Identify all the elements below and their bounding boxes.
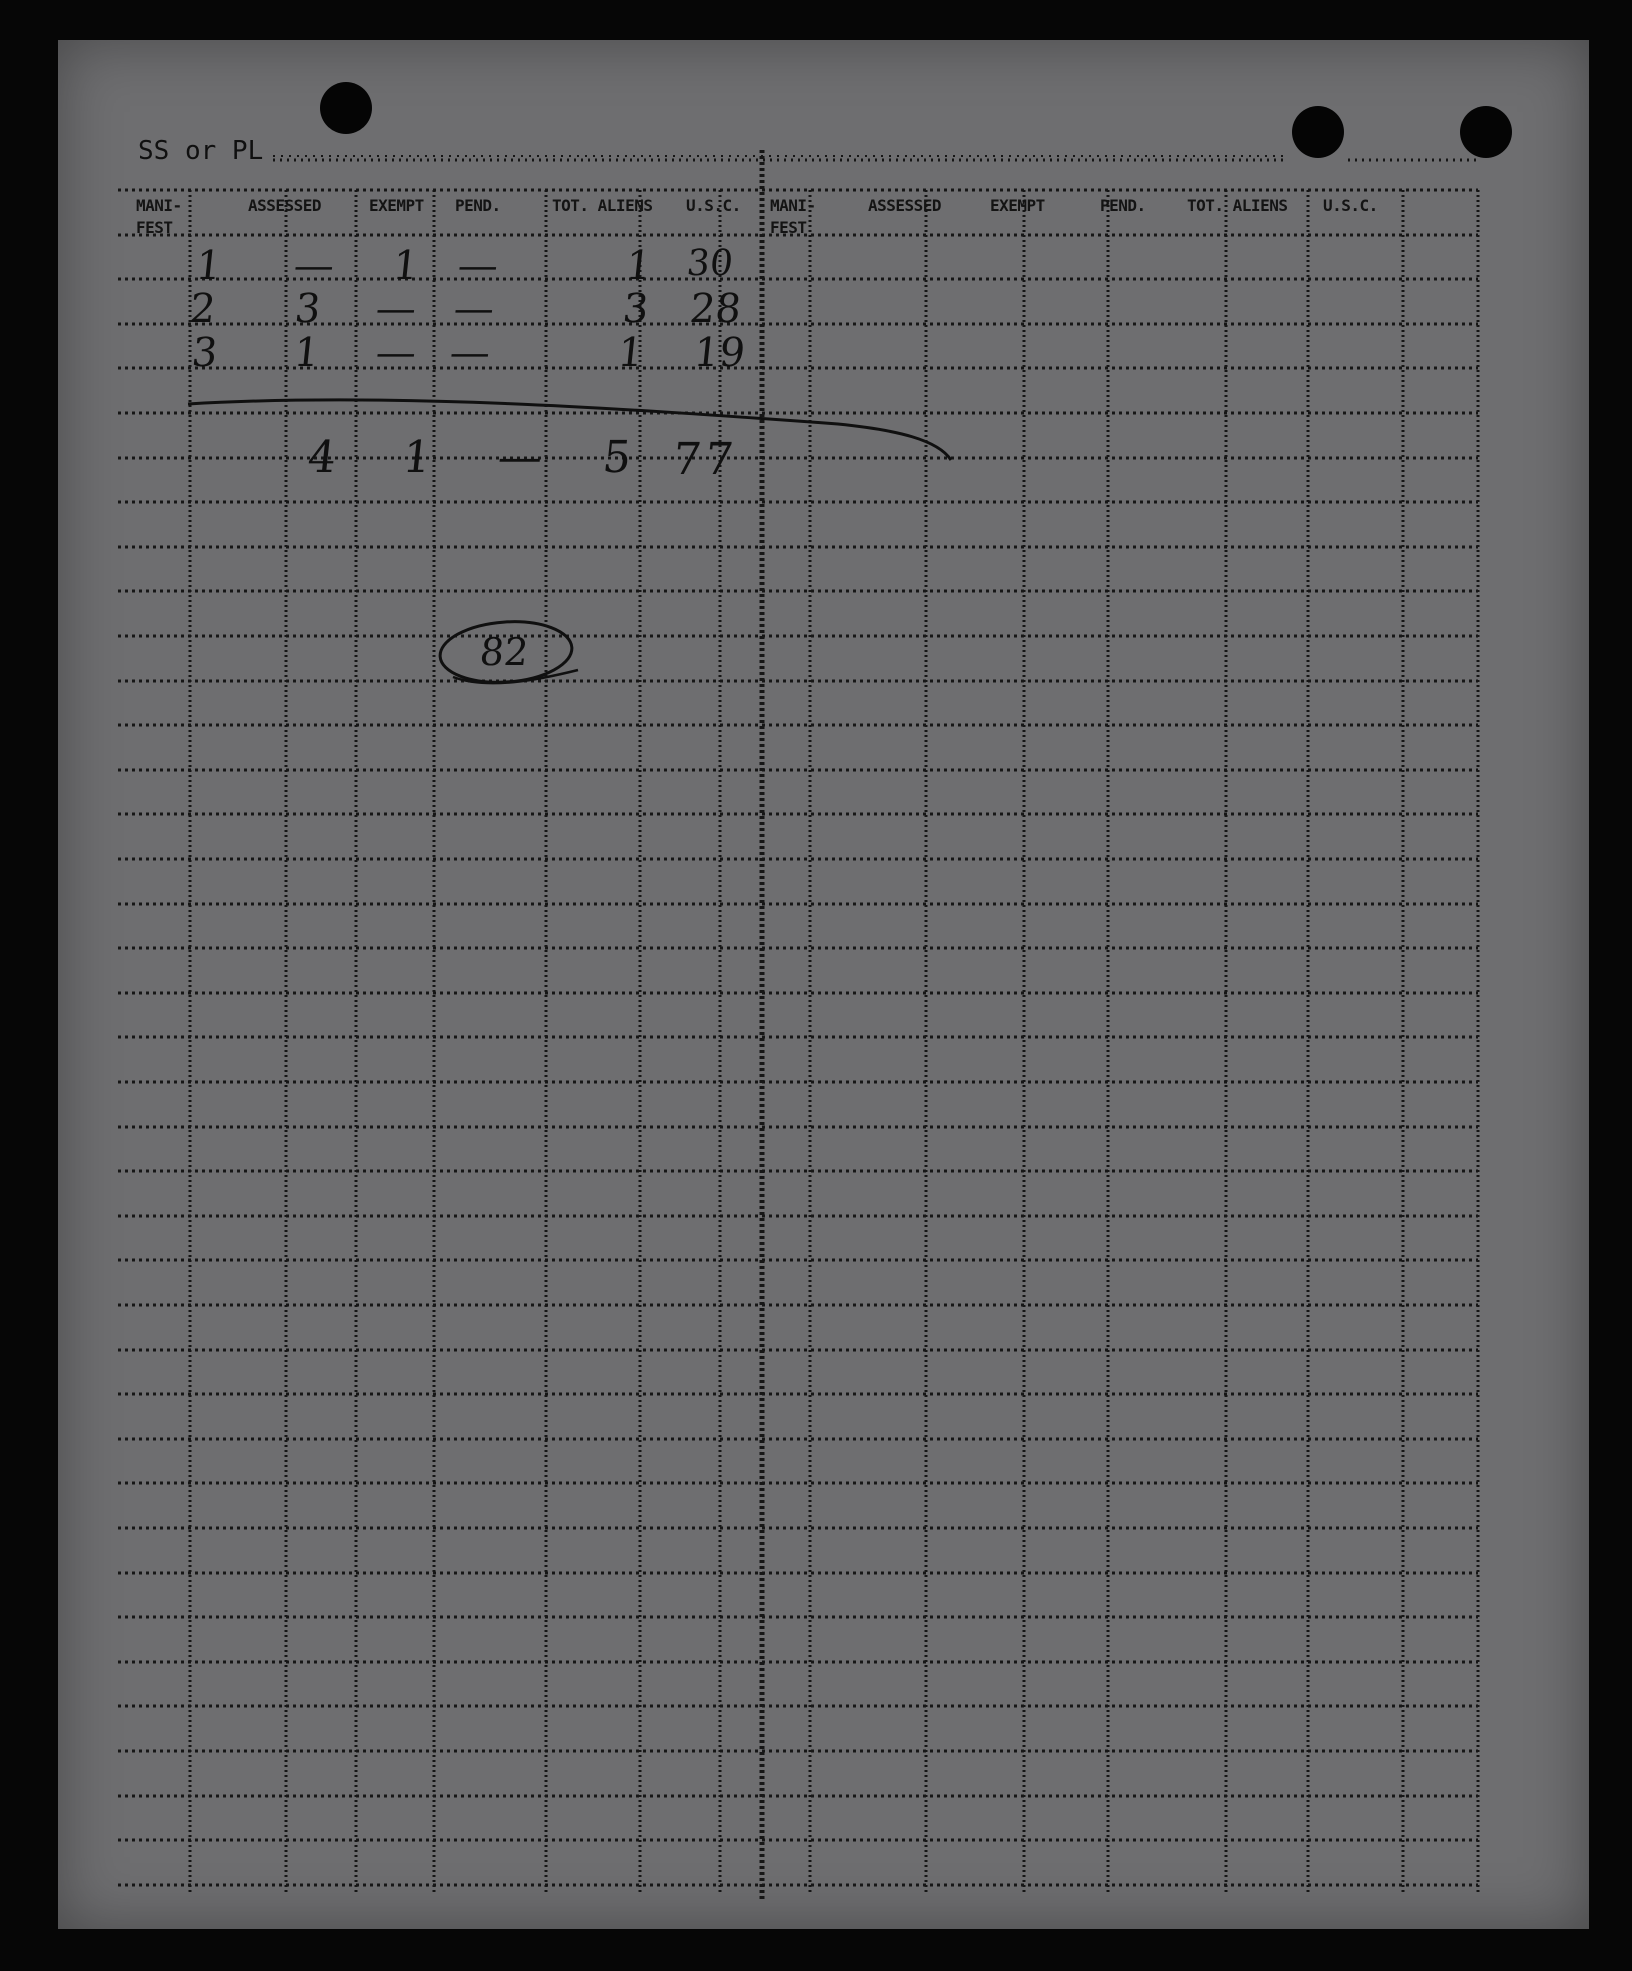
entry-1-pend: —: [455, 243, 501, 289]
entry-1-manifest: 1: [193, 243, 224, 289]
total-pend: —: [495, 432, 545, 483]
entry-2-assessed: 3: [292, 286, 323, 332]
entry-2-manifest: 2: [187, 286, 218, 332]
entry-1-assessed: —: [291, 243, 337, 289]
entry-1-tot-aliens: 1: [623, 243, 654, 289]
entry-1-usc: 30: [684, 243, 735, 284]
total-exempt: 1: [400, 432, 434, 483]
header-manifest-right: [770, 195, 816, 239]
punch-hole-left: [320, 82, 372, 134]
entry-2-usc: 28: [687, 286, 744, 332]
header-exempt-left: EXEMPT: [369, 196, 424, 215]
header-manifest-text: MANI- FEST: [770, 196, 816, 237]
total-tot-aliens: 5: [600, 432, 634, 483]
header-tot-aliens-right: TOT. ALIENS: [1187, 196, 1288, 215]
header-assessed-right: ASSESSED: [868, 196, 942, 215]
entry-3-usc: 19: [691, 330, 748, 376]
entry-3-manifest: 3: [189, 330, 220, 376]
entry-2-exempt: —: [373, 286, 419, 332]
header-tot-aliens-left: TOT. ALIENS: [552, 196, 653, 215]
header-usc-right: U.S.C.: [1323, 196, 1378, 215]
header-manifest-text: MANI- FEST: [136, 196, 182, 237]
punch-hole-middle: [1292, 106, 1344, 158]
entry-3-tot-aliens: 1: [615, 330, 646, 376]
ship-label: SS or PL: [138, 136, 264, 166]
header-exempt-right: EXEMPT: [990, 196, 1045, 215]
punch-hole-right: [1460, 106, 1512, 158]
total-assessed: 4: [305, 432, 339, 483]
header-usc-left: U.S.C.: [686, 196, 741, 215]
total-usc: 77: [670, 434, 740, 485]
entry-2-pend: —: [451, 286, 497, 332]
entry-2-tot-aliens: 3: [620, 286, 651, 332]
circled-note: 82: [477, 630, 531, 674]
entry-3-exempt: —: [373, 330, 419, 376]
header-pend-left: PEND.: [455, 196, 501, 215]
header-assessed-left: ASSESSED: [248, 196, 322, 215]
entry-1-exempt: 1: [390, 243, 421, 289]
form-grid: [58, 40, 1589, 1929]
header-manifest-left: [136, 195, 182, 239]
entry-3-pend: —: [447, 330, 493, 376]
entry-3-assessed: 1: [291, 330, 322, 376]
header-pend-right: PEND.: [1100, 196, 1146, 215]
form-sheet: [58, 40, 1589, 1929]
